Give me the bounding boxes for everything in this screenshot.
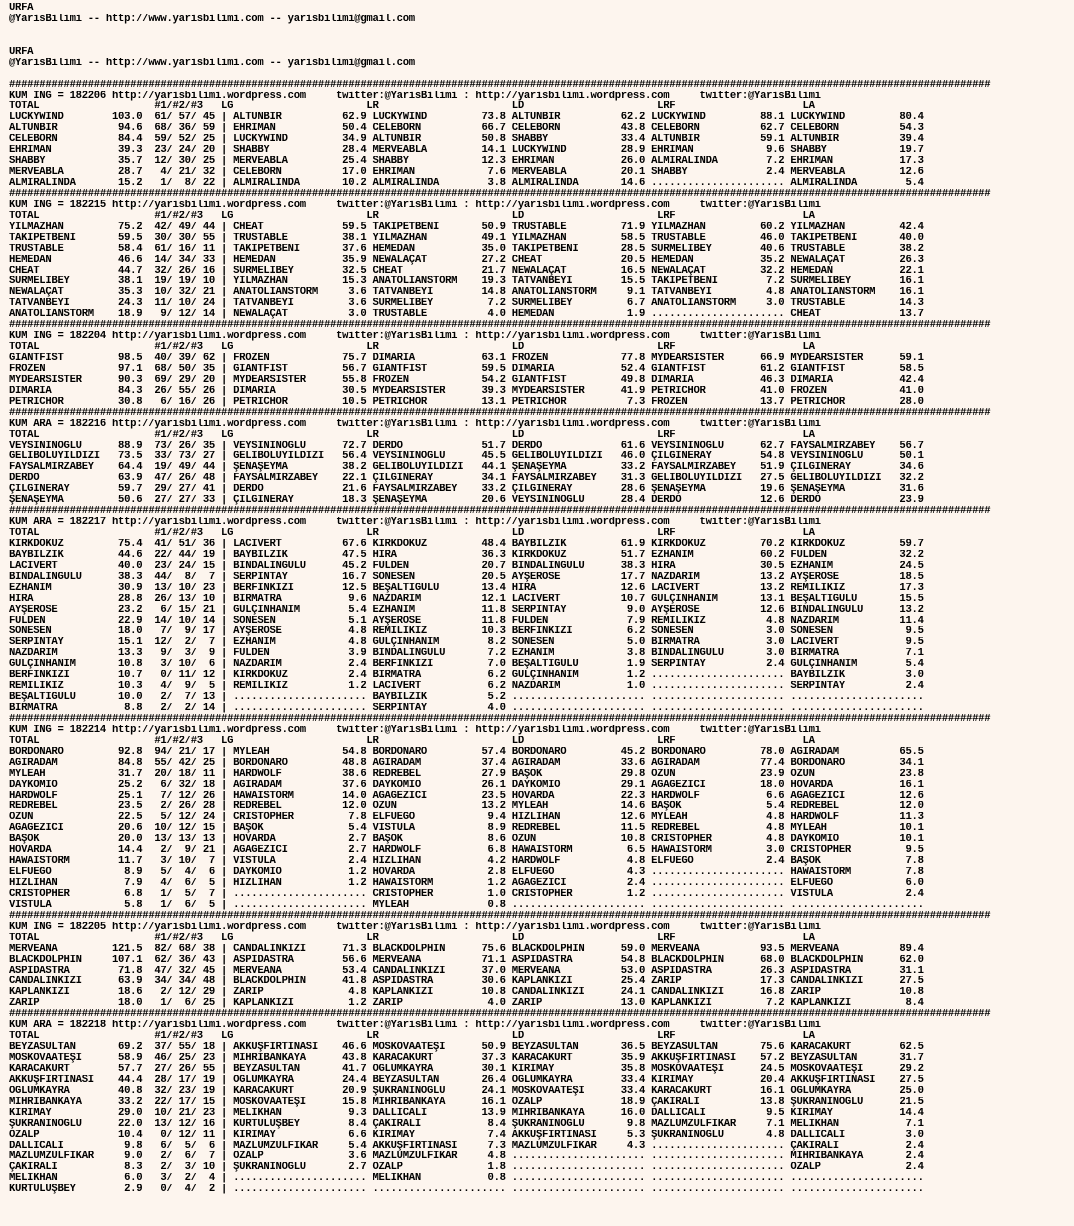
table-row: GIANTFIST 98.5 40/ 39/ 62 | FROZEN 75.7 DIMARIA 63.1 FROZEN 77.8 MYDEARSISTER 66.9 MYDEARSISTER 59.1 [9, 353, 924, 364]
table-row: REMİLİKIZ 10.3 4/ 9/ 5 | REMİLİKIZ 1.2 LACİVERT 6.2 NAZDARIM 1.0 ...................... SERPİNTAY 2.4 [9, 681, 924, 693]
table-row: ELFUEGO 8.9 5/ 4/ 6 | DAYKOMIO 1.2 HOVARDA 2.8 ELFUEGO 4.3 ...................... HAWAISTORM 7.8 [9, 867, 924, 878]
table-row: KARACAKURT 57.7 27/ 26/ 55 | BEYZASULTAN 41.7 OGLUMKAYRA 30.1 KIRIMAY 35.8 MOSKOVAATEŞİ 24.5 MOSKOVAATEŞİ 29.2 [9, 1063, 924, 1075]
table-row: MOSKOVAATEŞİ 58.9 46/ 25/ 23 | MİHRİBANKAYA 43.8 KARACAKURT 37.3 KARACAKURT 35.9 AKKUŞFIRTINASI 57.2 BEYZASULTAN 31.7 [9, 1053, 924, 1064]
table-row: TRUSTABLE 58.4 61/ 16/ 11 | TAKİPETBENİ 37.6 HEMEDAN 35.0 TAKİPETBENİ 28.5 SURMELİBEY 40.6 TRUSTABLE 38.2 [9, 243, 924, 255]
table-row: ALMİRALİNDA 15.2 1/ 8/ 22 | ALMİRALİNDA 10.2 ALMİRALİNDA 3.8 ALMİRALİNDA 14.6 ...................... ALMİRALİNDA 5.4 [9, 178, 924, 189]
table-row: GELİBOLUYILDIZI 73.5 33/ 73/ 27 | GELİBOLUYILDIZI 56.4 VEYSİNİNOĞLU 45.5 GELİBOLUYILDIZI 46.0 ÇILGINERAY 54.8 VEYSİNİNOĞLU 50.1 [9, 451, 924, 463]
section-separator: ################################################################################################################################################################## [9, 79, 991, 91]
table-row: ASPIDASTRA 71.8 47/ 32/ 45 | MERVEANA 53.4 CANDALINKIZI 37.0 MERVEANA 53.0 ASPIDASTRA 26.3 ASPIDASTRA 31.1 [9, 965, 924, 977]
table-row: BİRMATRA 8.8 2/ 2/ 14 | ...................... SERPİNTAY 4.0 ...................... ...................... ...................... [9, 703, 924, 714]
table-row: CHEAT 44.7 32/ 26/ 16 | SURMELİBEY 32.5 CHEAT 21.7 NEWALAÇAT 16.5 NEWALAÇAT 32.2 HEMEDAN 22.1 [9, 265, 924, 277]
table-row: SONESEN 18.0 7/ 9/ 17 | AYŞEROSE 4.8 REMİLİKIZ 10.3 BERFİNKIZI 6.2 SONESEN 3.0 SONESEN 9.5 [9, 626, 924, 638]
table-row: CANDALINKIZI 63.9 34/ 34/ 48 | BLACKDOLPHIN 41.8 ASPIDASTRA 30.6 KAPLANKIZI 25.4 ZARİP 17.3 CANDALINKIZI 27.5 [9, 976, 924, 988]
column-header: TOTAL #1/#2/#3 LG LR LD LRF LA [9, 528, 815, 539]
table-row: FAYSALMİRZABEY 64.4 19/ 49/ 44 | ŞENAŞEYMA 38.2 GELİBOLUYILDIZI 44.1 ŞENAŞEYMA 33.2 FAYSALMİRZABEY 51.9 ÇILGINERAY 34.6 [9, 462, 924, 474]
table-row: MYLEAH 31.7 20/ 18/ 11 | HARDWOLF 38.6 REDREBEL 27.9 BAŞOK 29.8 ÖZÜN 23.9 ÖZÜN 23.8 [9, 768, 924, 780]
column-header: TOTAL #1/#2/#3 LG LR LD LRF LA [9, 932, 815, 944]
table-row: NEWALAÇAT 35.3 10/ 32/ 21 | ANATOLİANSTORM 3.6 TATVANBEYİ 14.8 ANATOLİANSTORM 9.1 TATVANBEYİ 4.8 ANATOLİANSTORM 16.1 [9, 287, 924, 299]
table-row: ZARİP 18.0 1/ 6/ 25 | KAPLANKIZI 1.2 ZARİP 4.0 ZARİP 13.0 KAPLANKIZI 7.2 KAPLANKIZI 8.4 [9, 998, 924, 1010]
table-row: SURMELİBEY 38.1 19/ 19/ 10 | YILMAZHAN 15.3 ANATOLİANSTORM 19.3 TATVANBEYİ 15.5 TAKİPETBENİ 7.2 SURMELİBEY 16.1 [9, 276, 924, 288]
section-separator: ################################################################################################################################################################## [9, 1009, 991, 1021]
table-row: MAZLUMZÜLFİKAR 9.0 2/ 6/ 7 | ÖZALP 3.6 MAZLUMZÜLFİKAR 4.8 ...................... ...................... MİHRİBANKAYA 2.4 [9, 1151, 924, 1163]
section-separator: ################################################################################################################################################################## [9, 713, 991, 725]
table-row: TATVANBEYİ 24.3 11/ 10/ 24 | TATVANBEYİ 3.6 SURMELİBEY 7.2 SURMELİBEY 6.7 ANATOLİANSTORM 3.0 TRUSTABLE 14.3 [9, 298, 924, 310]
blank-line [9, 25, 1074, 36]
table-row: VİSTULA 5.8 1/ 6/ 5 | ...................... MYLEAH 0.8 ...................... ...................... ...................... [9, 899, 924, 911]
race-header: KUM ARA = 182217 http://yarisbilimi.wordpress.com twitter:@YarisBilimi : http://yarisbilimi.wordpress.com twitter:@YarisBilimi [9, 517, 821, 528]
table-row: DAYKOMIO 25.2 6/ 32/ 18 | AGIRADAM 37.6 DAYKOMIO 26.1 DAYKOMIO 29.1 AĞAGEZİCİ 18.0 HOVARDA 16.1 [9, 779, 924, 791]
table-row: HAWAISTORM 11.7 3/ 10/ 7 | VİSTULA 2.4 HIZLIHAN 4.2 HARDWOLF 4.8 ELFUEGO 2.4 BAŞOK 7.8 [9, 856, 924, 868]
race-tables [9, 80, 1074, 1196]
table-row: ÖZÜN 22.5 5/ 12/ 24 | CRISTOPHER 7.8 ELFUEGO 9.4 HIZLIHAN 12.6 MYLEAH 4.8 HARDWOLF 11.3 [9, 812, 924, 824]
table-row: AYŞEROSE 23.2 6/ 15/ 21 | GULÇİNHANIM 5.4 EZHANIM 11.8 SERPİNTAY 9.0 AYŞEROSE 12.6 BİNDALINGÜLÜ 13.2 [9, 604, 924, 616]
table-row: REDREBEL 23.5 2/ 26/ 28 | REDREBEL 12.0 ÖZÜN 13.2 MYLEAH 14.6 BAŞOK 5.4 REDREBEL 12.0 [9, 801, 924, 813]
page-title: URFA [9, 3, 34, 14]
table-row: BEYZASULTAN 69.2 37/ 55/ 18 | AKKUŞFIRTINASI 46.6 MOSKOVAATEŞİ 50.9 BEYZASULTAN 36.5 BEYZASULTAN 75.6 KARACAKURT 62.5 [9, 1042, 924, 1053]
table-row: BİNDALINGÜLÜ 38.3 44/ 8/ 7 | SERPİNTAY 16.7 SONESEN 20.5 AYŞEROSE 17.7 NAZDARIM 13.2 AYŞEROSE 18.5 [9, 571, 924, 583]
table-row: AĞAGEZİCİ 20.6 10/ 12/ 15 | BAŞOK 5.4 VİSTULA 8.9 REDREBEL 11.5 REDREBEL 4.8 MYLEAH 10.1 [9, 823, 924, 835]
table-row: OGLUMKAYRA 40.8 32/ 23/ 19 | KARACAKURT 20.9 ŞUKRANINOGLU 24.1 MOSKOVAATEŞİ 33.4 KARACAKURT 16.1 OGLUMKAYRA 25.0 [9, 1085, 924, 1097]
table-row: VEYSİNİNOĞLU 88.9 73/ 26/ 35 | VEYSİNİNOĞLU 72.7 DERDO 51.7 DERDO 61.6 VEYSİNİNOĞLU 62.7 FAYSALMİRZABEY 56.7 [9, 440, 924, 452]
blank-line [9, 36, 1074, 47]
table-row: ÇILGINERAY 59.7 29/ 27/ 41 | DERDO 21.6 FAYSALMİRZABEY 33.2 ÇILGINERAY 28.6 ŞENAŞEYMA 19.6 ŞENAŞEYMA 31.6 [9, 484, 924, 496]
table-row: HİRA 28.8 26/ 13/ 10 | BİRMATRA 9.6 NAZDARIM 12.1 LACİVERT 10.7 GULÇİNHANIM 13.1 BEŞALTIGÜLÜ 15.5 [9, 593, 924, 605]
column-header: TOTAL #1/#2/#3 LG LR LD LRF LA [9, 1031, 815, 1043]
column-header: TOTAL #1/#2/#3 LG LR LD LRF LA [9, 735, 815, 747]
table-row: LACİVERT 40.0 23/ 24/ 15 | BİNDALINGÜLÜ 45.2 FULDEN 20.7 BİNDALINGÜLÜ 38.3 HİRA 30.5 EZHANIM 24.5 [9, 560, 924, 572]
table-row: BERFİNKIZI 10.7 0/ 11/ 12 | KIRKDOKUZ 2.4 BİRMATRA 6.2 GULÇİNHANIM 1.2 ...................... BAYBİLZİK 3.0 [9, 670, 924, 682]
column-header: TOTAL #1/#2/#3 LG LR LD LRF LA [9, 210, 815, 222]
race-header: KUM ARA = 182216 http://yarisbilimi.wordpress.com twitter:@YarisBilimi : http://yarisbilimi.wordpress.com twitter:@YarisBilimi [9, 418, 821, 430]
table-row: KIRIMAY 29.0 10/ 21/ 23 | MELİKHAN 9.3 DALLICALI 13.9 MİHRİBANKAYA 16.0 DALLICALI 9.5 KIRIMAY 14.4 [9, 1107, 924, 1119]
column-header: TOTAL #1/#2/#3 LG LR LD LRF LA [9, 429, 815, 441]
table-row: DALLICALI 9.8 6/ 5/ 6 | MAZLUMZÜLFİKAR 5.4 AKKUŞFIRTINASI 7.3 MAZLUMZÜLFİKAR 4.3 ...................... ÇAKIRALI 2.4 [9, 1140, 924, 1152]
page-title-repeat: URFA [9, 46, 34, 58]
table-row: SHABBY 35.7 12/ 30/ 25 | MERVEABLA 25.4 SHABBY 12.3 EHRİMAN 26.0 ALMİRALİNDA 7.2 EHRİMAN 17.3 [9, 156, 924, 168]
table-row: AGIRADAM 84.8 55/ 42/ 25 | BORDONARO 48.8 AGIRADAM 37.4 AGIRADAM 33.6 AGIRADAM 77.4 BORDONARO 34.1 [9, 757, 924, 769]
table-row: AKKUŞFIRTINASI 44.4 28/ 17/ 19 | OGLUMKAYRA 24.4 BEYZASULTAN 26.4 OGLUMKAYRA 33.4 KIRIMAY 20.4 AKKUŞFIRTINASI 27.5 [9, 1074, 924, 1086]
table-row: GULÇİNHANIM 10.8 3/ 10/ 6 | NAZDARIM 2.4 BERFİNKIZI 7.0 BEŞALTIGÜLÜ 1.9 SERPİNTAY 2.4 GULÇİNHANIM 5.4 [9, 659, 924, 671]
section-separator: ################################################################################################################################################################## [9, 188, 991, 200]
table-row: BAŞOK 20.0 13/ 13/ 13 | HOVARDA 2.7 BAŞOK 8.6 ÖZÜN 10.8 CRISTOPHER 4.8 DAYKOMIO 10.1 [9, 834, 924, 846]
table-row: LUCKYWIND 103.0 61/ 57/ 45 | ALTUNBİR 62.9 LUCKYWIND 73.8 ALTUNBİR 62.2 LUCKYWIND 88.1 LUCKYWIND 80.4 [9, 112, 924, 124]
table-row: MELİKHAN 6.0 3/ 2/ 4 | ...................... MELİKHAN 0.8 ...................... ...................... ...................... [9, 1173, 924, 1185]
table-row: PETRICHOR 30.8 6/ 16/ 26 | PETRICHOR 10.5 PETRICHOR 13.1 PETRICHOR 7.3 FROZEN 13.7 PETRICHOR 28.0 [9, 396, 924, 408]
race-header: KUM ING = 182204 http://yarisbilimi.wordpress.com twitter:@YarisBilimi : http://yarisbilimi.wordpress.com twitter:@YarisBilimi [9, 331, 821, 343]
table-row: NAZDARIM 13.3 9/ 3/ 9 | FULDEN 3.9 BİNDALINGÜLÜ 7.2 EZHANIM 3.8 BİNDALINGÜLÜ 3.0 BİRMATRA 7.1 [9, 648, 924, 660]
page-subtitle-repeat: @YarisBilimi -- http://www.yarisbilimi.com -- yarisbilimi@gmail.com [9, 57, 415, 69]
table-row: HOVARDA 14.4 2/ 9/ 21 | AĞAGEZİCİ 2.7 HARDWOLF 6.8 HAWAISTORM 6.5 HAWAISTORM 3.0 CRISTOPHER 9.5 [9, 845, 924, 857]
table-row: CELEBORN 84.4 59/ 52/ 25 | LUCKYWIND 34.9 ALTUNBİR 50.8 SHABBY 33.4 ALTUNBİR 59.1 ALTUNBİR 39.4 [9, 134, 924, 146]
table-row: HARDWOLF 25.1 7/ 12/ 26 | HAWAISTORM 14.0 AĞAGEZİCİ 23.5 HOVARDA 22.3 HARDWOLF 6.6 AĞAGEZİCİ 12.6 [9, 790, 924, 802]
table-row: YILMAZHAN 75.2 42/ 49/ 44 | CHEAT 59.5 TAKİPETBENİ 50.9 TRUSTABLE 71.9 YILMAZHAN 60.2 YILMAZHAN 42.4 [9, 221, 924, 233]
race-header: KUM ARA = 182218 http://yarisbilimi.wordpress.com twitter:@YarisBilimi : http://yarisbilimi.wordpress.com twitter:@YarisBilimi [9, 1020, 821, 1032]
race-header: KUM ING = 182206 http://yarisbilimi.wordpress.com twitter:@YarisBilimi : http://yarisbilimi.wordpress.com twitter:@YarisBilimi [9, 90, 821, 102]
table-row: ÇAKIRALI 8.3 2/ 3/ 10 | ŞUKRANINOGLU 2.7 ÖZALP 1.8 ...................... ...................... ÖZALP 2.4 [9, 1162, 924, 1174]
table-row: MİHRİBANKAYA 33.2 22/ 17/ 15 | MOSKOVAATEŞİ 15.8 MİHRİBANKAYA 16.1 ÖZALP 18.9 ÇAKIRALI 13.8 ŞUKRANINOGLU 21.5 [9, 1096, 924, 1108]
race-header: KUM ING = 182215 http://yarisbilimi.wordpress.com twitter:@YarisBilimi : http://yarisbilimi.wordpress.com twitter:@YarisBilimi [9, 199, 821, 211]
table-row: BORDONARO 92.8 94/ 21/ 17 | MYLEAH 54.8 BORDONARO 57.4 BORDONARO 45.2 BORDONARO 78.0 AGIRADAM 65.5 [9, 746, 924, 758]
table-row: KAPLANKIZI 18.6 2/ 12/ 29 | ZARİP 4.8 KAPLANKIZI 10.8 CANDALINKIZI 24.1 CANDALINKIZI 16.8 ZARİP 10.8 [9, 987, 924, 999]
table-row: KIRKDOKUZ 75.4 41/ 51/ 36 | LACİVERT 67.6 KIRKDOKUZ 48.4 BAYBİLZİK 61.9 KIRKDOKUZ 70.2 KIRKDOKUZ 59.7 [9, 538, 924, 550]
column-header: TOTAL #1/#2/#3 LG LR LD LRF LA [9, 101, 815, 113]
table-row: EHRİMAN 39.3 23/ 24/ 20 | SHABBY 28.4 MERVEABLA 14.1 LUCKYWIND 28.9 EHRİMAN 9.6 SHABBY 19.7 [9, 145, 924, 157]
table-row: MYDEARSISTER 90.3 69/ 29/ 20 | MYDEARSISTER 55.8 FROZEN 54.2 GIANTFIST 49.8 DIMARIA 46.3 DIMARIA 42.4 [9, 374, 924, 386]
table-row: MERVEABLA 28.7 4/ 21/ 32 | CELEBORN 17.0 EHRİMAN 7.6 MERVEABLA 20.1 SHABBY 2.4 MERVEABLA 12.6 [9, 167, 924, 178]
table-row: MERVEANA 121.5 82/ 68/ 38 | CANDALINKIZI 71.3 BLACKDOLPHIN 75.6 BLACKDOLPHIN 59.0 MERVEANA 93.5 MERVEANA 89.4 [9, 943, 924, 955]
table-row: DERDO 63.9 47/ 26/ 48 | FAYSALMİRZABEY 22.1 ÇILGINERAY 34.1 FAYSALMİRZABEY 31.3 GELİBOLUYILDIZI 27.5 GELİBOLUYILDIZI 32.2 [9, 473, 924, 485]
table-row: BAYBİLZİK 44.6 22/ 44/ 19 | BAYBİLZİK 47.5 HİRA 36.3 KIRKDOKUZ 51.7 EZHANIM 60.2 FULDEN 32.2 [9, 549, 924, 561]
table-row: FROZEN 97.1 68/ 50/ 35 | GIANTFIST 56.7 GIANTFIST 59.5 DIMARIA 52.4 GIANTFIST 61.2 GIANTFIST 58.5 [9, 363, 924, 375]
blank-line [9, 69, 1074, 80]
table-row: ŞENAŞEYMA 50.6 27/ 27/ 33 | ÇILGINERAY 18.3 ŞENAŞEYMA 20.6 VEYSİNİNOĞLU 28.4 DERDO 12.6 DERDO 23.9 [9, 495, 924, 507]
section-separator: ################################################################################################################################################################## [9, 910, 991, 922]
race-header: KUM ING = 182205 http://yarisbilimi.wordpress.com twitter:@YarisBilimi : http://yarisbilimi.wordpress.com twitter:@YarisBilimi [9, 921, 821, 933]
page-subtitle: @YarisBilimi -- http://www.yarisbilimi.com -- yarisbilimi@gmail.com [9, 13, 415, 25]
table-row: HIZLIHAN 7.9 4/ 6/ 5 | HIZLIHAN 1.2 HAWAISTORM 1.2 AĞAGEZİCİ 2.4 ...................... ELFUEGO 6.0 [9, 878, 924, 889]
table-row: ANATOLİANSTORM 18.9 9/ 12/ 14 | NEWALAÇAT 3.0 TRUSTABLE 4.0 HEMEDAN 1.9 ...................... CHEAT 13.7 [9, 309, 924, 321]
table-row: BEŞALTIGÜLÜ 10.0 2/ 7/ 13 | ...................... BAYBİLZİK 5.2 ...................... ...................... ...................... [9, 692, 924, 703]
table-row: BLACKDOLPHIN 107.1 62/ 36/ 43 | ASPIDASTRA 56.6 MERVEANA 71.1 ASPIDASTRA 54.8 BLACKDOLPHIN 68.0 BLACKDOLPHIN 62.0 [9, 954, 924, 966]
table-row: ALTUNBİR 94.6 68/ 36/ 59 | EHRİMAN 50.4 CELEBORN 66.7 CELEBORN 43.8 CELEBORN 62.7 CELEBORN 54.3 [9, 123, 924, 135]
column-header: TOTAL #1/#2/#3 LG LR LD LRF LA [9, 342, 815, 353]
table-row: EZHANIM 30.9 13/ 10/ 23 | BERFİNKIZI 12.5 BEŞALTIGÜLÜ 13.4 HİRA 12.6 LACİVERT 13.2 REMİLİKIZ 17.3 [9, 582, 924, 594]
table-row: SERPİNTAY 15.1 12/ 2/ 7 | EZHANIM 4.8 GULÇİNHANIM 8.2 SONESEN 5.0 BİRMATRA 3.0 LACİVERT 9.5 [9, 637, 924, 649]
race-header: KUM ING = 182214 http://yarisbilimi.wordpress.com twitter:@YarisBilimi : http://yarisbilimi.wordpress.com twitter:@YarisBilimi [9, 724, 821, 736]
table-row: CRISTOPHER 6.8 1/ 5/ 7 | ...................... CRISTOPHER 1.0 CRISTOPHER 1.2 ...................... VİSTULA 2.4 [9, 888, 924, 900]
section-separator: ################################################################################################################################################################## [9, 320, 991, 332]
section-separator: ################################################################################################################################################################## [9, 407, 991, 419]
table-row: TAKİPETBENİ 59.5 30/ 30/ 55 | TRUSTABLE 38.1 YILMAZHAN 49.1 YILMAZHAN 58.5 TRUSTABLE 46.0 TAKİPETBENİ 40.0 [9, 232, 924, 244]
table-row: ŞUKRANINOGLU 22.0 13/ 12/ 16 | KURTULUŞBEY 8.4 ÇAKIRALI 8.4 ŞUKRANINOGLU 9.8 MAZLUMZÜLFİKAR 7.1 MELİKHAN 7.1 [9, 1118, 924, 1130]
table-row: ÖZALP 10.4 0/ 12/ 11 | KIRIMAY 6.6 KIRIMAY 7.4 AKKUŞFIRTINASI 5.3 ŞUKRANINOGLU 4.8 DALLICALI 3.0 [9, 1129, 924, 1141]
section-separator: ################################################################################################################################################################## [9, 506, 991, 518]
table-row: FULDEN 22.9 14/ 10/ 14 | SONESEN 5.1 AYŞEROSE 11.8 FULDEN 7.9 REMİLİKIZ 4.8 NAZDARIM 11.4 [9, 615, 924, 627]
table-row: DIMARIA 84.3 26/ 55/ 26 | DIMARIA 30.5 MYDEARSISTER 39.3 MYDEARSISTER 41.9 PETRICHOR 41.0 FROZEN 41.0 [9, 385, 924, 397]
table-row: KURTULUŞBEY 2.9 0/ 4/ 2 | ...................... ...................... ...................... ...................... ...................... [9, 1184, 924, 1196]
table-row: HEMEDAN 46.6 14/ 34/ 33 | HEMEDAN 35.9 NEWALAÇAT 27.2 CHEAT 20.5 HEMEDAN 35.2 NEWALAÇAT 26.3 [9, 254, 924, 266]
